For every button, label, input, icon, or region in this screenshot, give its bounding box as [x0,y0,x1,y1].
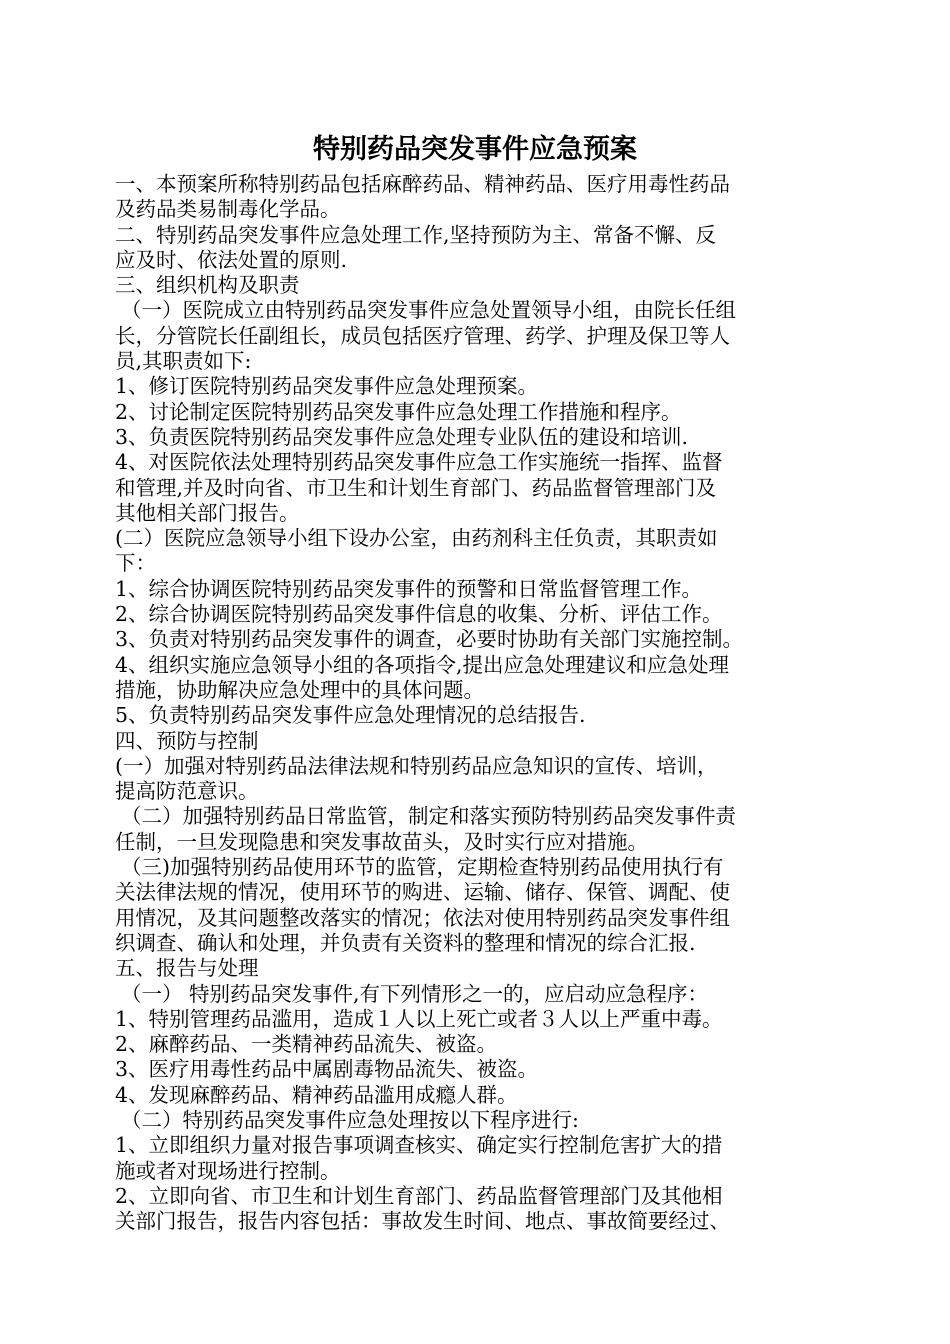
paragraph-line: 和管理,并及时向省、市卫生和计划生育部门、药品监督管理部门及 [115,475,717,500]
paragraph-line: 1、修订医院特别药品突发事件应急处理预案。 [115,374,539,399]
paragraph-line: 织调查、确认和处理，并负责有关资料的整理和情况的综合汇报. [115,930,696,955]
document-body [115,172,840,1234]
paragraph-line: 长，分管院长任副组长，成员包括医疗管理、药学、护理及保卫等人 [115,323,730,348]
paragraph-line: 1、综合协调医院特别药品突发事件的预警和日常监督管理工作。 [115,576,703,601]
paragraph-line: 1、特别管理药品滥用，造成１人以上死亡或者３人以上严重中毒。 [115,1006,723,1031]
paragraph-line: 施或者对现场进行控制。 [115,1158,341,1183]
paragraph-line: (二）医院应急领导小组下设办公室，由药剂科主任负责，其职责如 [115,526,718,551]
document-title: 特别药品突发事件应急预案 [313,134,637,165]
paragraph-line: （一）医院成立由特别药品突发事件应急处置领导小组，由院长任组 [121,298,736,323]
paragraph-line: 五、报告与处理 [115,956,259,981]
paragraph-line: （二）特别药品突发事件应急处理按以下程序进行: [121,1107,579,1132]
paragraph-line: （二）加强特别药品日常监管，制定和落实预防特别药品突发事件责 [121,804,736,829]
paragraph-line: 2、讨论制定医院特别药品突发事件应急处理工作措施和程序。 [115,399,682,424]
paragraph-line: 3、负责医院特别药品突发事件应急处理专业队伍的建设和培训. [115,424,689,449]
paragraph-line: 下： [115,551,156,576]
paragraph-line: 一、本预案所称特别药品包括麻醉药品、精神药品、医疗用毒性药品 [115,172,730,196]
paragraph-line: 3、医疗用毒性药品中属剧毒物品流失、被盗。 [115,1057,539,1082]
paragraph-line: 任制，一旦发现隐患和突发事故苗头，及时实行应对措施。 [115,829,648,854]
paragraph-line: 员,其职责如下: [115,349,252,374]
paragraph-line: 用情况，及其问题整改落实的情况；依法对使用特别药品突发事件组 [115,905,730,930]
paragraph-line: 4、对医院依法处理特别药品突发事件应急工作实施统一指挥、监督 [115,450,723,475]
paragraph-line: 措施，协助解决应急处理中的具体问题。 [115,677,484,702]
paragraph-line: 4、组织实施应急领导小组的各项指令,提出应急处理建议和应急处理 [115,652,730,677]
paragraph-line: 5、负责特别药品突发事件应急处理情况的总结报告. [115,703,586,728]
paragraph-line: 二、特别药品突发事件应急处理工作,坚持预防为主、常备不懈、反 [115,222,717,247]
paragraph-line: 2、麻醉药品、一类精神药品流失、被盗。 [115,1032,498,1057]
paragraph-line: (一）加强对特别药品法律法规和特别药品应急知识的宣传、培训， [115,753,718,778]
paragraph-line: 2、综合协调医院特别药品突发事件信息的收集、分析、评估工作。 [115,602,723,627]
paragraph-line: 其他相关部门报告。 [115,500,300,525]
paragraph-line: 关法律法规的情况，使用环节的购进、运输、储存、保管、调配、使 [115,880,730,905]
paragraph-line: 1、立即组织力量对报告事项调查核实、确定实行控制危害扩大的措 [115,1133,723,1158]
paragraph-line: 3、负责对特别药品突发事件的调查，必要时协助有关部门实施控制。 [115,627,744,652]
paragraph-line: 4、发现麻醉药品、精神药品滥用成瘾人群。 [115,1082,518,1107]
paragraph-line: 关部门报告，报告内容包括：事故发生时间、地点、事故简要经过、 [115,1209,730,1234]
paragraph-line: 及药品类易制毒化学品。 [115,197,341,222]
paragraph-line: （三)加强特别药品使用环节的监管，定期检查特别药品使用执行有 [121,855,724,880]
paragraph-line: 应及时、依法处置的原则. [115,247,348,272]
paragraph-line: 2、立即向省、市卫生和计划生育部门、药品监督管理部门及其他相 [115,1183,723,1208]
paragraph-line: 提高防范意识。 [115,779,259,804]
paragraph-line: 四、预防与控制 [115,728,259,753]
paragraph-line: 三、组织机构及职责 [115,273,300,298]
paragraph-line: （一） 特别药品突发事件,有下列情形之一的，应启动应急程序： [121,981,709,1006]
